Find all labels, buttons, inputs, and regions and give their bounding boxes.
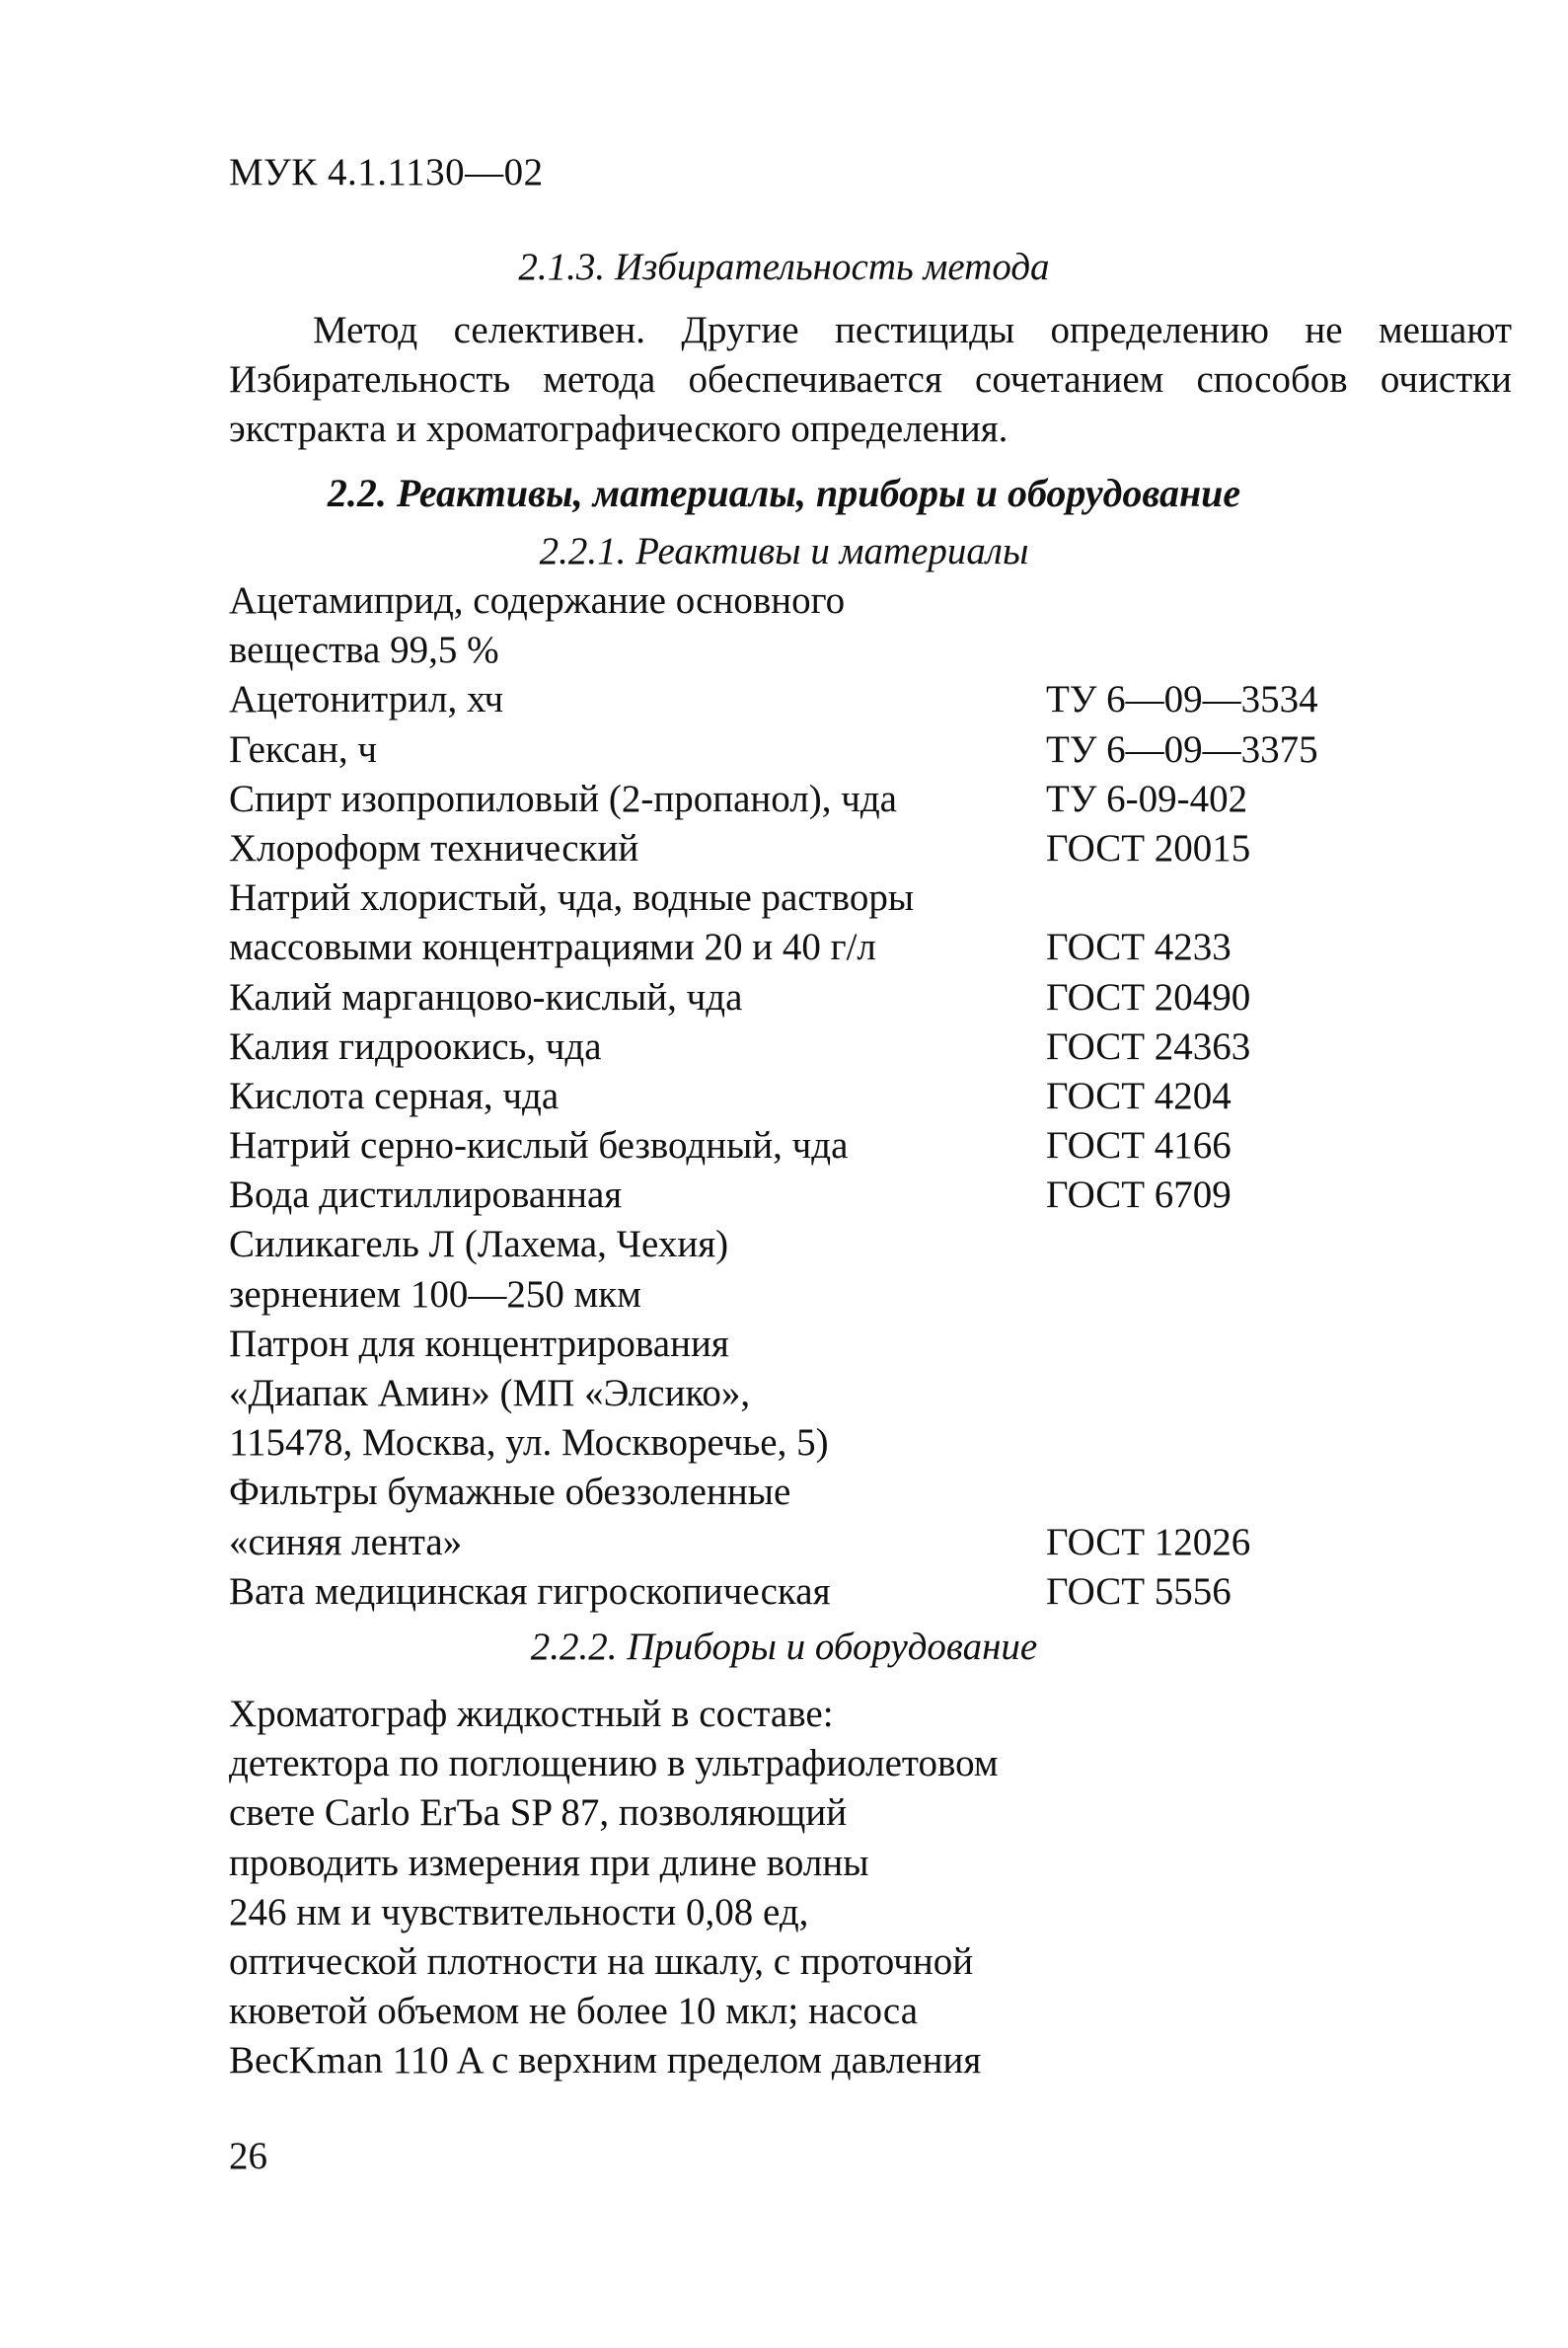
reagent-name: Натрий хлористый, чда, водные растворы — [229, 876, 915, 920]
paragraph-line: Избирательность метода обеспечивается сочетанием способов очистки — [229, 358, 1512, 401]
reagent-name: Калия гидроокись, чда — [229, 1024, 602, 1068]
paragraph-line: свете Carlo ErЪa SP 87, позволяющий — [229, 1791, 848, 1835]
reagent-name: 115478, Москва, ул. Москворечье, 5) — [229, 1421, 829, 1465]
reagent-row — [229, 675, 1413, 724]
reagent-row — [229, 1023, 1413, 1072]
reagent-standard: ТУ 6—09—3534 — [1046, 678, 1318, 721]
reagent-name: зернением 100—250 мкм — [229, 1272, 641, 1316]
paragraph-line: 246 нм и чувствительности 0,08 ед, — [229, 1890, 809, 1933]
paragraph-line: Метод селективен. Другие пестициды определению не мешают — [313, 309, 1512, 351]
reagent-row — [229, 824, 1413, 873]
reagent-row — [229, 626, 1413, 675]
paragraph-line: детектора по поглощению в ультрафиолетовом — [229, 1742, 999, 1785]
equipment-paragraph — [229, 1690, 1216, 2086]
reagent-row — [229, 1171, 1413, 1220]
reagent-name: Натрий серно-кислый безводный, чда — [229, 1124, 849, 1168]
reagent-name: Гексан, ч — [229, 727, 377, 771]
reagent-row — [229, 1220, 1413, 1269]
reagent-row — [229, 576, 1413, 626]
reagent-name: Спирт изопропиловый (2-пропанол), чда — [229, 777, 897, 820]
reagent-row — [229, 1567, 1413, 1617]
reagent-row — [229, 725, 1413, 775]
reagent-name: Фильтры бумажные обеззоленные — [229, 1471, 791, 1514]
section-2-2-1-title: 2.2.1. Реактивы и материалы — [539, 530, 1029, 572]
reagent-name: Вода дистиллированная — [229, 1174, 623, 1217]
reagent-standard: ГОСТ 4204 — [1046, 1074, 1232, 1117]
paragraph-line: проводить измерения при длине волны — [229, 1841, 869, 1884]
reagent-name: Патрон для концентрирования — [229, 1322, 729, 1365]
reagent-standard: ТУ 6-09-402 — [1046, 777, 1248, 820]
paragraph-line: оптической плотности на шкалу, с проточной — [229, 1940, 974, 1984]
reagent-name: вещества 99,5 % — [229, 629, 499, 672]
reagent-row — [229, 1320, 1413, 1369]
reagent-name: Вата медицинская гигроскопическая — [229, 1569, 831, 1613]
reagent-name: «синяя лента» — [229, 1520, 463, 1563]
reagent-name: Кислота серная, чда — [229, 1074, 560, 1117]
reagent-name: «Диапак Амин» (МП «Элсико», — [229, 1372, 751, 1414]
reagent-row — [229, 775, 1413, 824]
reagent-row — [229, 1270, 1413, 1320]
reagent-row — [229, 1072, 1413, 1121]
reagent-name: массовыми концентрациями 20 и 40 г/л — [229, 926, 876, 969]
reagent-row — [229, 1418, 1413, 1468]
reagent-row — [229, 873, 1413, 923]
reagent-row — [229, 1369, 1413, 1418]
paragraph-line: экстракта и хроматографического определения. — [229, 408, 1008, 450]
section-2-2-2-title: 2.2.2. Приборы и оборудование — [530, 1626, 1038, 1668]
paragraph-line: Хроматограф жидкостный в составе: — [229, 1693, 834, 1735]
section-2-1-3-paragraph — [229, 306, 1512, 454]
reagent-row — [229, 1121, 1413, 1171]
reagent-name: Калий марганцово-кислый, чда — [229, 975, 743, 1019]
reagent-standard: ГОСТ 4233 — [1046, 926, 1232, 969]
reagent-standard: ГОСТ 20490 — [1046, 975, 1251, 1019]
reagent-standard: ГОСТ 5556 — [1046, 1569, 1232, 1613]
reagent-standard: ГОСТ 4166 — [1046, 1124, 1232, 1168]
reagent-row — [229, 1518, 1413, 1567]
reagent-standard: ГОСТ 20015 — [1046, 826, 1251, 870]
document-code-header: МУК 4.1.1130—02 — [229, 151, 544, 193]
section-2-2-title: 2.2. Реактивы, материалы, приборы и оборудование — [327, 471, 1241, 515]
paragraph-line: BecKman 110 A с верхним пределом давления — [229, 2039, 982, 2083]
reagent-standard: ГОСТ 24363 — [1046, 1024, 1251, 1068]
reagent-name: Силикагель Л (Лахема, Чехия) — [229, 1223, 729, 1266]
reagent-row — [229, 973, 1413, 1023]
reagent-name: Ацетамиприд, содержание основного — [229, 579, 846, 622]
reagent-row — [229, 923, 1413, 972]
reagent-standard: ГОСТ 6709 — [1046, 1174, 1232, 1217]
reagent-row — [229, 1468, 1413, 1517]
page-number: 26 — [229, 2135, 267, 2177]
reagent-name: Хлороформ технический — [229, 826, 639, 870]
paragraph-line: кюветой объемом не более 10 мкл; насоса — [229, 1990, 919, 2033]
reagents-list — [229, 576, 1413, 1617]
reagent-standard: ТУ 6—09—3375 — [1046, 727, 1318, 771]
reagent-name: Ацетонитрил, хч — [229, 678, 504, 721]
reagent-standard: ГОСТ 12026 — [1046, 1520, 1251, 1563]
section-2-1-3-title: 2.1.3. Избирательность метода — [518, 246, 1050, 288]
